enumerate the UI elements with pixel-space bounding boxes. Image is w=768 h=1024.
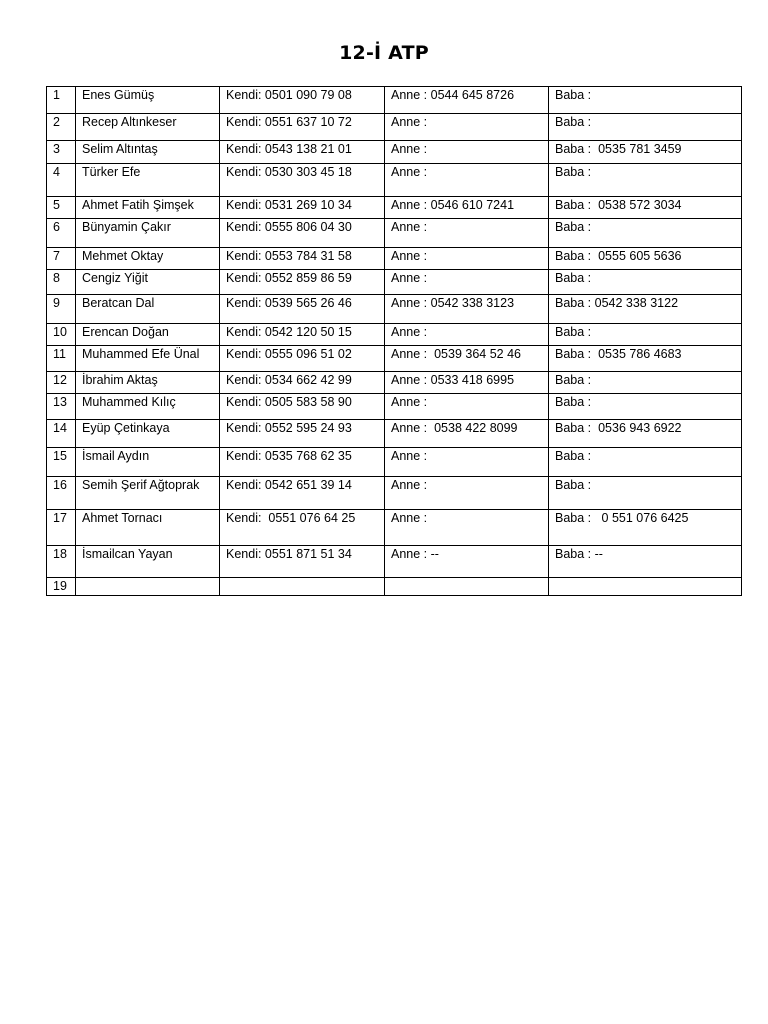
own-phone: Kendi: 0552 859 86 59 — [220, 270, 385, 295]
table-row — [47, 346, 742, 372]
row-number: 17 — [47, 510, 76, 546]
row-number: 18 — [47, 546, 76, 578]
own-phone: Kendi: 0539 565 26 46 — [220, 295, 385, 324]
own-phone — [220, 578, 385, 596]
table-row — [47, 270, 742, 295]
student-name: Bünyamin Çakır — [76, 219, 220, 248]
mother-phone: Anne : 0546 610 7241 — [385, 197, 549, 219]
row-number: 5 — [47, 197, 76, 219]
row-number: 13 — [47, 394, 76, 420]
own-phone: Kendi: 0551 076 64 25 — [220, 510, 385, 546]
row-number: 11 — [47, 346, 76, 372]
own-phone: Kendi: 0535 768 62 35 — [220, 448, 385, 477]
student-name: Semih Şerif Ağtoprak — [76, 477, 220, 510]
row-number: 19 — [47, 578, 76, 596]
student-name — [76, 578, 220, 596]
own-phone: Kendi: 0542 120 50 15 — [220, 324, 385, 346]
father-phone: Baba : 0 551 076 6425 — [549, 510, 742, 546]
mother-phone: Anne : — [385, 448, 549, 477]
document-title: 12-İ ATP — [339, 42, 429, 64]
own-phone: Kendi: 0555 096 51 02 — [220, 346, 385, 372]
father-phone: Baba : — [549, 114, 742, 141]
father-phone: Baba : 0535 786 4683 — [549, 346, 742, 372]
table-row — [47, 141, 742, 164]
table-row — [47, 295, 742, 324]
mother-phone: Anne : — [385, 248, 549, 270]
own-phone: Kendi: 0542 651 39 14 — [220, 477, 385, 510]
table-row — [47, 164, 742, 197]
student-name: Recep Altınkeser — [76, 114, 220, 141]
father-phone: Baba : 0555 605 5636 — [549, 248, 742, 270]
student-name: Ahmet Tornacı — [76, 510, 220, 546]
own-phone: Kendi: 0501 090 79 08 — [220, 87, 385, 114]
contact-table — [46, 86, 742, 596]
mother-phone: Anne : — [385, 324, 549, 346]
own-phone: Kendi: 0505 583 58 90 — [220, 394, 385, 420]
father-phone — [549, 578, 742, 596]
table-row — [47, 420, 742, 448]
own-phone: Kendi: 0552 595 24 93 — [220, 420, 385, 448]
own-phone: Kendi: 0534 662 42 99 — [220, 372, 385, 394]
mother-phone: Anne : 0538 422 8099 — [385, 420, 549, 448]
row-number: 7 — [47, 248, 76, 270]
table-row — [47, 219, 742, 248]
father-phone: Baba : — [549, 448, 742, 477]
mother-phone: Anne : — [385, 510, 549, 546]
table-row — [47, 546, 742, 578]
father-phone: Baba : 0536 943 6922 — [549, 420, 742, 448]
father-phone: Baba : — [549, 324, 742, 346]
mother-phone: Anne : — [385, 141, 549, 164]
father-phone: Baba : -- — [549, 546, 742, 578]
table-row — [47, 578, 742, 596]
student-name: Selim Altıntaş — [76, 141, 220, 164]
student-name: Muhammed Efe Ünal — [76, 346, 220, 372]
father-phone: Baba : — [549, 394, 742, 420]
own-phone: Kendi: 0551 637 10 72 — [220, 114, 385, 141]
student-name: Muhammed Kılıç — [76, 394, 220, 420]
row-number: 12 — [47, 372, 76, 394]
father-phone: Baba : 0542 338 3122 — [549, 295, 742, 324]
row-number: 14 — [47, 420, 76, 448]
mother-phone: Anne : 0542 338 3123 — [385, 295, 549, 324]
father-phone: Baba : 0535 781 3459 — [549, 141, 742, 164]
student-name: İbrahim Aktaş — [76, 372, 220, 394]
student-name: Eyüp Çetinkaya — [76, 420, 220, 448]
student-name: Ahmet Fatih Şimşek — [76, 197, 220, 219]
student-name: Türker Efe — [76, 164, 220, 197]
father-phone: Baba : — [549, 164, 742, 197]
mother-phone: Anne : — [385, 477, 549, 510]
row-number: 3 — [47, 141, 76, 164]
mother-phone: Anne : — [385, 219, 549, 248]
own-phone: Kendi: 0543 138 21 01 — [220, 141, 385, 164]
father-phone: Baba : — [549, 219, 742, 248]
table-row — [47, 448, 742, 477]
student-name: Mehmet Oktay — [76, 248, 220, 270]
own-phone: Kendi: 0551 871 51 34 — [220, 546, 385, 578]
own-phone: Kendi: 0555 806 04 30 — [220, 219, 385, 248]
table-row — [47, 197, 742, 219]
student-name: Enes Gümüş — [76, 87, 220, 114]
student-name: Erencan Doğan — [76, 324, 220, 346]
row-number: 8 — [47, 270, 76, 295]
mother-phone: Anne : 0539 364 52 46 — [385, 346, 549, 372]
mother-phone: Anne : 0544 645 8726 — [385, 87, 549, 114]
mother-phone: Anne : — [385, 164, 549, 197]
student-name: Beratcan Dal — [76, 295, 220, 324]
table-row — [47, 372, 742, 394]
row-number: 10 — [47, 324, 76, 346]
table-row — [47, 477, 742, 510]
table-row — [47, 394, 742, 420]
table-row — [47, 248, 742, 270]
father-phone: Baba : 0538 572 3034 — [549, 197, 742, 219]
father-phone: Baba : — [549, 87, 742, 114]
table-row — [47, 114, 742, 141]
row-number: 2 — [47, 114, 76, 141]
row-number: 1 — [47, 87, 76, 114]
table-row — [47, 324, 742, 346]
father-phone: Baba : — [549, 477, 742, 510]
own-phone: Kendi: 0530 303 45 18 — [220, 164, 385, 197]
row-number: 9 — [47, 295, 76, 324]
mother-phone: Anne : — [385, 394, 549, 420]
own-phone: Kendi: 0531 269 10 34 — [220, 197, 385, 219]
own-phone: Kendi: 0553 784 31 58 — [220, 248, 385, 270]
mother-phone: Anne : -- — [385, 546, 549, 578]
table-row — [47, 510, 742, 546]
row-number: 6 — [47, 219, 76, 248]
father-phone: Baba : — [549, 270, 742, 295]
contact-table-body — [47, 87, 742, 596]
student-name: Cengiz Yiğit — [76, 270, 220, 295]
mother-phone: Anne : — [385, 114, 549, 141]
row-number: 16 — [47, 477, 76, 510]
mother-phone: Anne : — [385, 270, 549, 295]
mother-phone — [385, 578, 549, 596]
table-row — [47, 87, 742, 114]
row-number: 15 — [47, 448, 76, 477]
row-number: 4 — [47, 164, 76, 197]
student-name: İsmail Aydın — [76, 448, 220, 477]
father-phone: Baba : — [549, 372, 742, 394]
student-name: İsmailcan Yayan — [76, 546, 220, 578]
mother-phone: Anne : 0533 418 6995 — [385, 372, 549, 394]
